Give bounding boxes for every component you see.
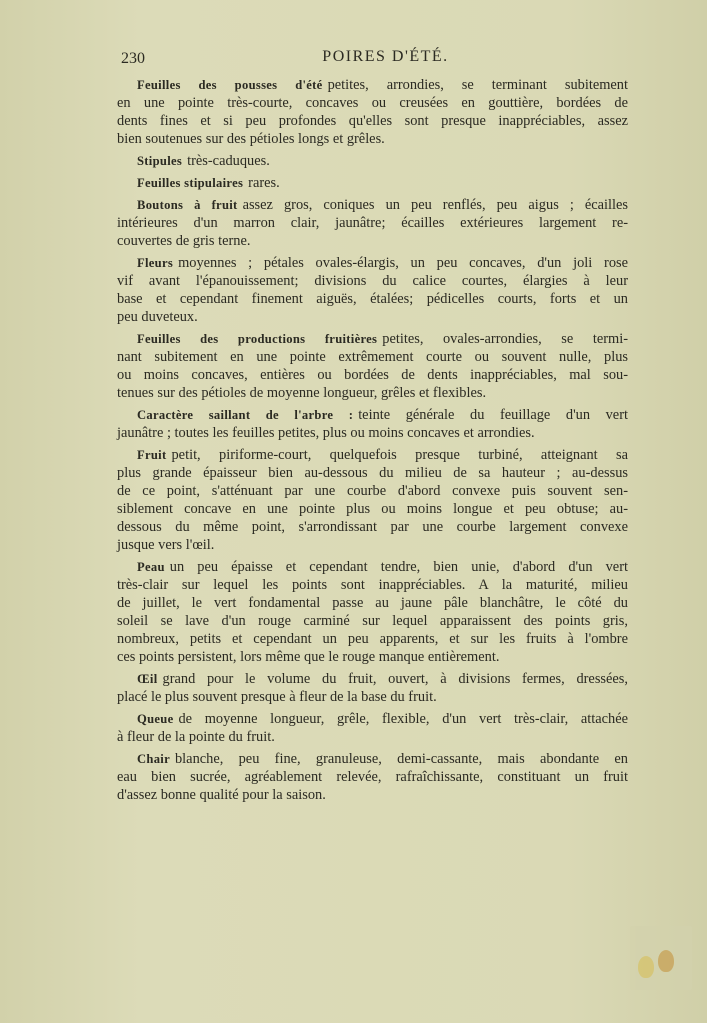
text-line <box>117 112 628 130</box>
paragraph-heading: Œil <box>137 672 158 686</box>
text-line <box>117 750 628 768</box>
text-line <box>117 406 628 424</box>
text-line <box>117 130 628 148</box>
paragraph-heading: Fleurs <box>137 256 174 270</box>
line-text: jaunâtre ; toutes les feuilles petites, plus ou moins concaves et arrondies. <box>117 425 535 441</box>
description-paragraph <box>117 330 628 402</box>
paragraph-heading: Fruit <box>137 448 167 462</box>
line-text: nant subitement en une pointe extrêmement courte ou souvent nulle, plus <box>117 349 628 365</box>
text-line <box>117 786 628 804</box>
line-text: blanche, peu fine, granuleuse, demi-cassante, mais abondante en <box>174 751 628 767</box>
paragraph-heading: Chair <box>137 752 170 766</box>
text-line <box>117 424 628 442</box>
line-text: de juillet, le vert fondamental passe au jaune pâle blanchâtre, le côté du <box>117 595 628 611</box>
text-line <box>117 482 628 500</box>
line-text: assez gros, coniques un peu renflés, peu aigus ; écailles <box>242 197 629 213</box>
text-line <box>117 688 628 706</box>
line-text: petit, piriforme-court, quelquefois presque turbiné, atteignant sa <box>171 447 628 463</box>
line-text: petites, arrondies, se terminant subitement <box>327 77 628 93</box>
text-line <box>117 612 628 630</box>
line-text: eau bien sucrée, agréablement relevée, rafraîchissante, constituant un fruit <box>117 769 628 785</box>
description-paragraph <box>117 76 628 148</box>
paragraph-heading: Peau <box>137 560 165 574</box>
text-line <box>117 174 628 192</box>
line-text: peu duveteux. <box>117 309 198 325</box>
text-line <box>117 76 628 94</box>
pear-icon <box>658 950 674 972</box>
line-text: dessous du même point, s'arrondissant par une courbe largement convexe <box>117 519 628 535</box>
text-line <box>117 768 628 786</box>
description-paragraph <box>117 446 628 554</box>
text-line <box>117 214 628 232</box>
text-line <box>117 464 628 482</box>
text-line <box>117 518 628 536</box>
line-text: ou moins concaves, entières ou bordées de dents inappréciables, mal sou- <box>117 367 628 383</box>
text-line <box>117 670 628 688</box>
line-text: rares. <box>248 175 280 191</box>
text-line <box>117 348 628 366</box>
line-text: soleil se lave d'un rouge carminé sur lequel apparaissent des points gris, <box>117 613 628 629</box>
line-text: moyennes ; pétales ovales-élargis, un peu concaves, d'un joli rose <box>178 255 628 271</box>
paragraph-heading: Feuilles des productions fruitières <box>137 332 378 346</box>
line-text: plus grande épaisseur bien au-dessous du milieu de sa hauteur ; au-dessus <box>117 465 628 481</box>
description-paragraph <box>117 174 628 192</box>
line-text: de ce point, s'atténuant par une courbe d'abord convexe puis souvent sen- <box>117 483 628 499</box>
line-text: petites, ovales-arrondies, se termi- <box>382 331 628 347</box>
line-text: siblement concave en une pointe plus ou moins longue et peu obtuse; au- <box>117 501 628 517</box>
text-line <box>117 594 628 612</box>
text-line <box>117 710 628 728</box>
line-text: de moyenne longueur, grêle, flexible, d'un vert très-clair, attachée <box>178 711 628 727</box>
text-line <box>117 254 628 272</box>
description-paragraph <box>117 152 628 170</box>
line-text: d'assez bonne qualité pour la saison. <box>117 787 326 803</box>
line-text: nombreux, petits et cependant un peu apparents, et sur les fruits à l'ombre <box>117 631 628 647</box>
text-line <box>117 558 628 576</box>
text-line <box>117 330 628 348</box>
line-text: placé le plus souvent presque à fleur de la base du fruit. <box>117 689 437 705</box>
text-line <box>117 94 628 112</box>
description-paragraph <box>117 670 628 706</box>
text-line <box>117 648 628 666</box>
line-text: dents fines et si peu profondes qu'elles sont presque inappréciables, assez <box>117 113 628 129</box>
text-line <box>117 576 628 594</box>
paragraph-heading: Stipules <box>137 154 183 168</box>
paragraph-heading: Caractère saillant de l'arbre : <box>137 408 354 422</box>
page-number: 230 <box>121 50 145 67</box>
paragraph-heading: Feuilles stipulaires <box>137 176 244 190</box>
line-text: à fleur de la pointe du fruit. <box>117 729 275 745</box>
text-line <box>117 272 628 290</box>
text-line <box>117 308 628 326</box>
text-line <box>117 728 628 746</box>
running-title: POIRES D'ÉTÉ. <box>322 48 449 65</box>
line-text: intérieures d'un marron clair, jaunâtre; écailles extérieures largement re- <box>117 215 628 231</box>
line-text: tenues sur des pétioles de moyenne longueur, grêles et flexibles. <box>117 385 487 401</box>
description-paragraph <box>117 406 628 442</box>
text-line <box>117 290 628 308</box>
line-text: base et cependant finement aiguës, étalées; pédicelles courts, forts et un <box>117 291 628 307</box>
pear-thumbnail-image <box>630 926 692 990</box>
page-body <box>117 76 628 804</box>
description-paragraph <box>117 254 628 326</box>
paragraph-heading: Queue <box>137 712 174 726</box>
line-text: bien soutenues sur des pétioles longs et grêles. <box>117 131 385 147</box>
text-line <box>117 500 628 518</box>
description-paragraph <box>117 710 628 746</box>
line-text: grand pour le volume du fruit, ouvert, à divisions fermes, dressées, <box>162 671 628 687</box>
text-line <box>117 232 628 250</box>
text-line <box>117 152 628 170</box>
pear-icon <box>638 956 654 978</box>
paragraph-heading: Feuilles des pousses d'été <box>137 78 323 92</box>
text-line <box>117 384 628 402</box>
text-line <box>117 630 628 648</box>
description-paragraph <box>117 196 628 250</box>
text-line <box>117 446 628 464</box>
line-text: très-caduques. <box>187 153 270 169</box>
line-text: couvertes de gris terne. <box>117 233 251 249</box>
line-text: vif avant l'épanouissement; divisions du calice courtes, élargies à leur <box>117 273 628 289</box>
text-line <box>117 366 628 384</box>
text-line <box>117 196 628 214</box>
line-text: teinte générale du feuillage d'un vert <box>358 407 628 423</box>
line-text: un peu épaisse et cependant tendre, bien unie, d'abord d'un vert <box>169 559 628 575</box>
line-text: très-clair sur lequel les points sont inappréciables. A la maturité, milieu <box>117 577 628 593</box>
description-paragraph <box>117 750 628 804</box>
line-text: en une pointe très-courte, concaves ou creusées en gouttière, bordées de <box>117 95 628 111</box>
paragraph-heading: Boutons à fruit <box>137 198 238 212</box>
description-paragraph <box>117 558 628 666</box>
text-line <box>117 536 628 554</box>
line-text: jusque vers l'œil. <box>117 537 215 553</box>
line-text: ces points persistent, lors même que le rouge manque entièrement. <box>117 649 500 665</box>
